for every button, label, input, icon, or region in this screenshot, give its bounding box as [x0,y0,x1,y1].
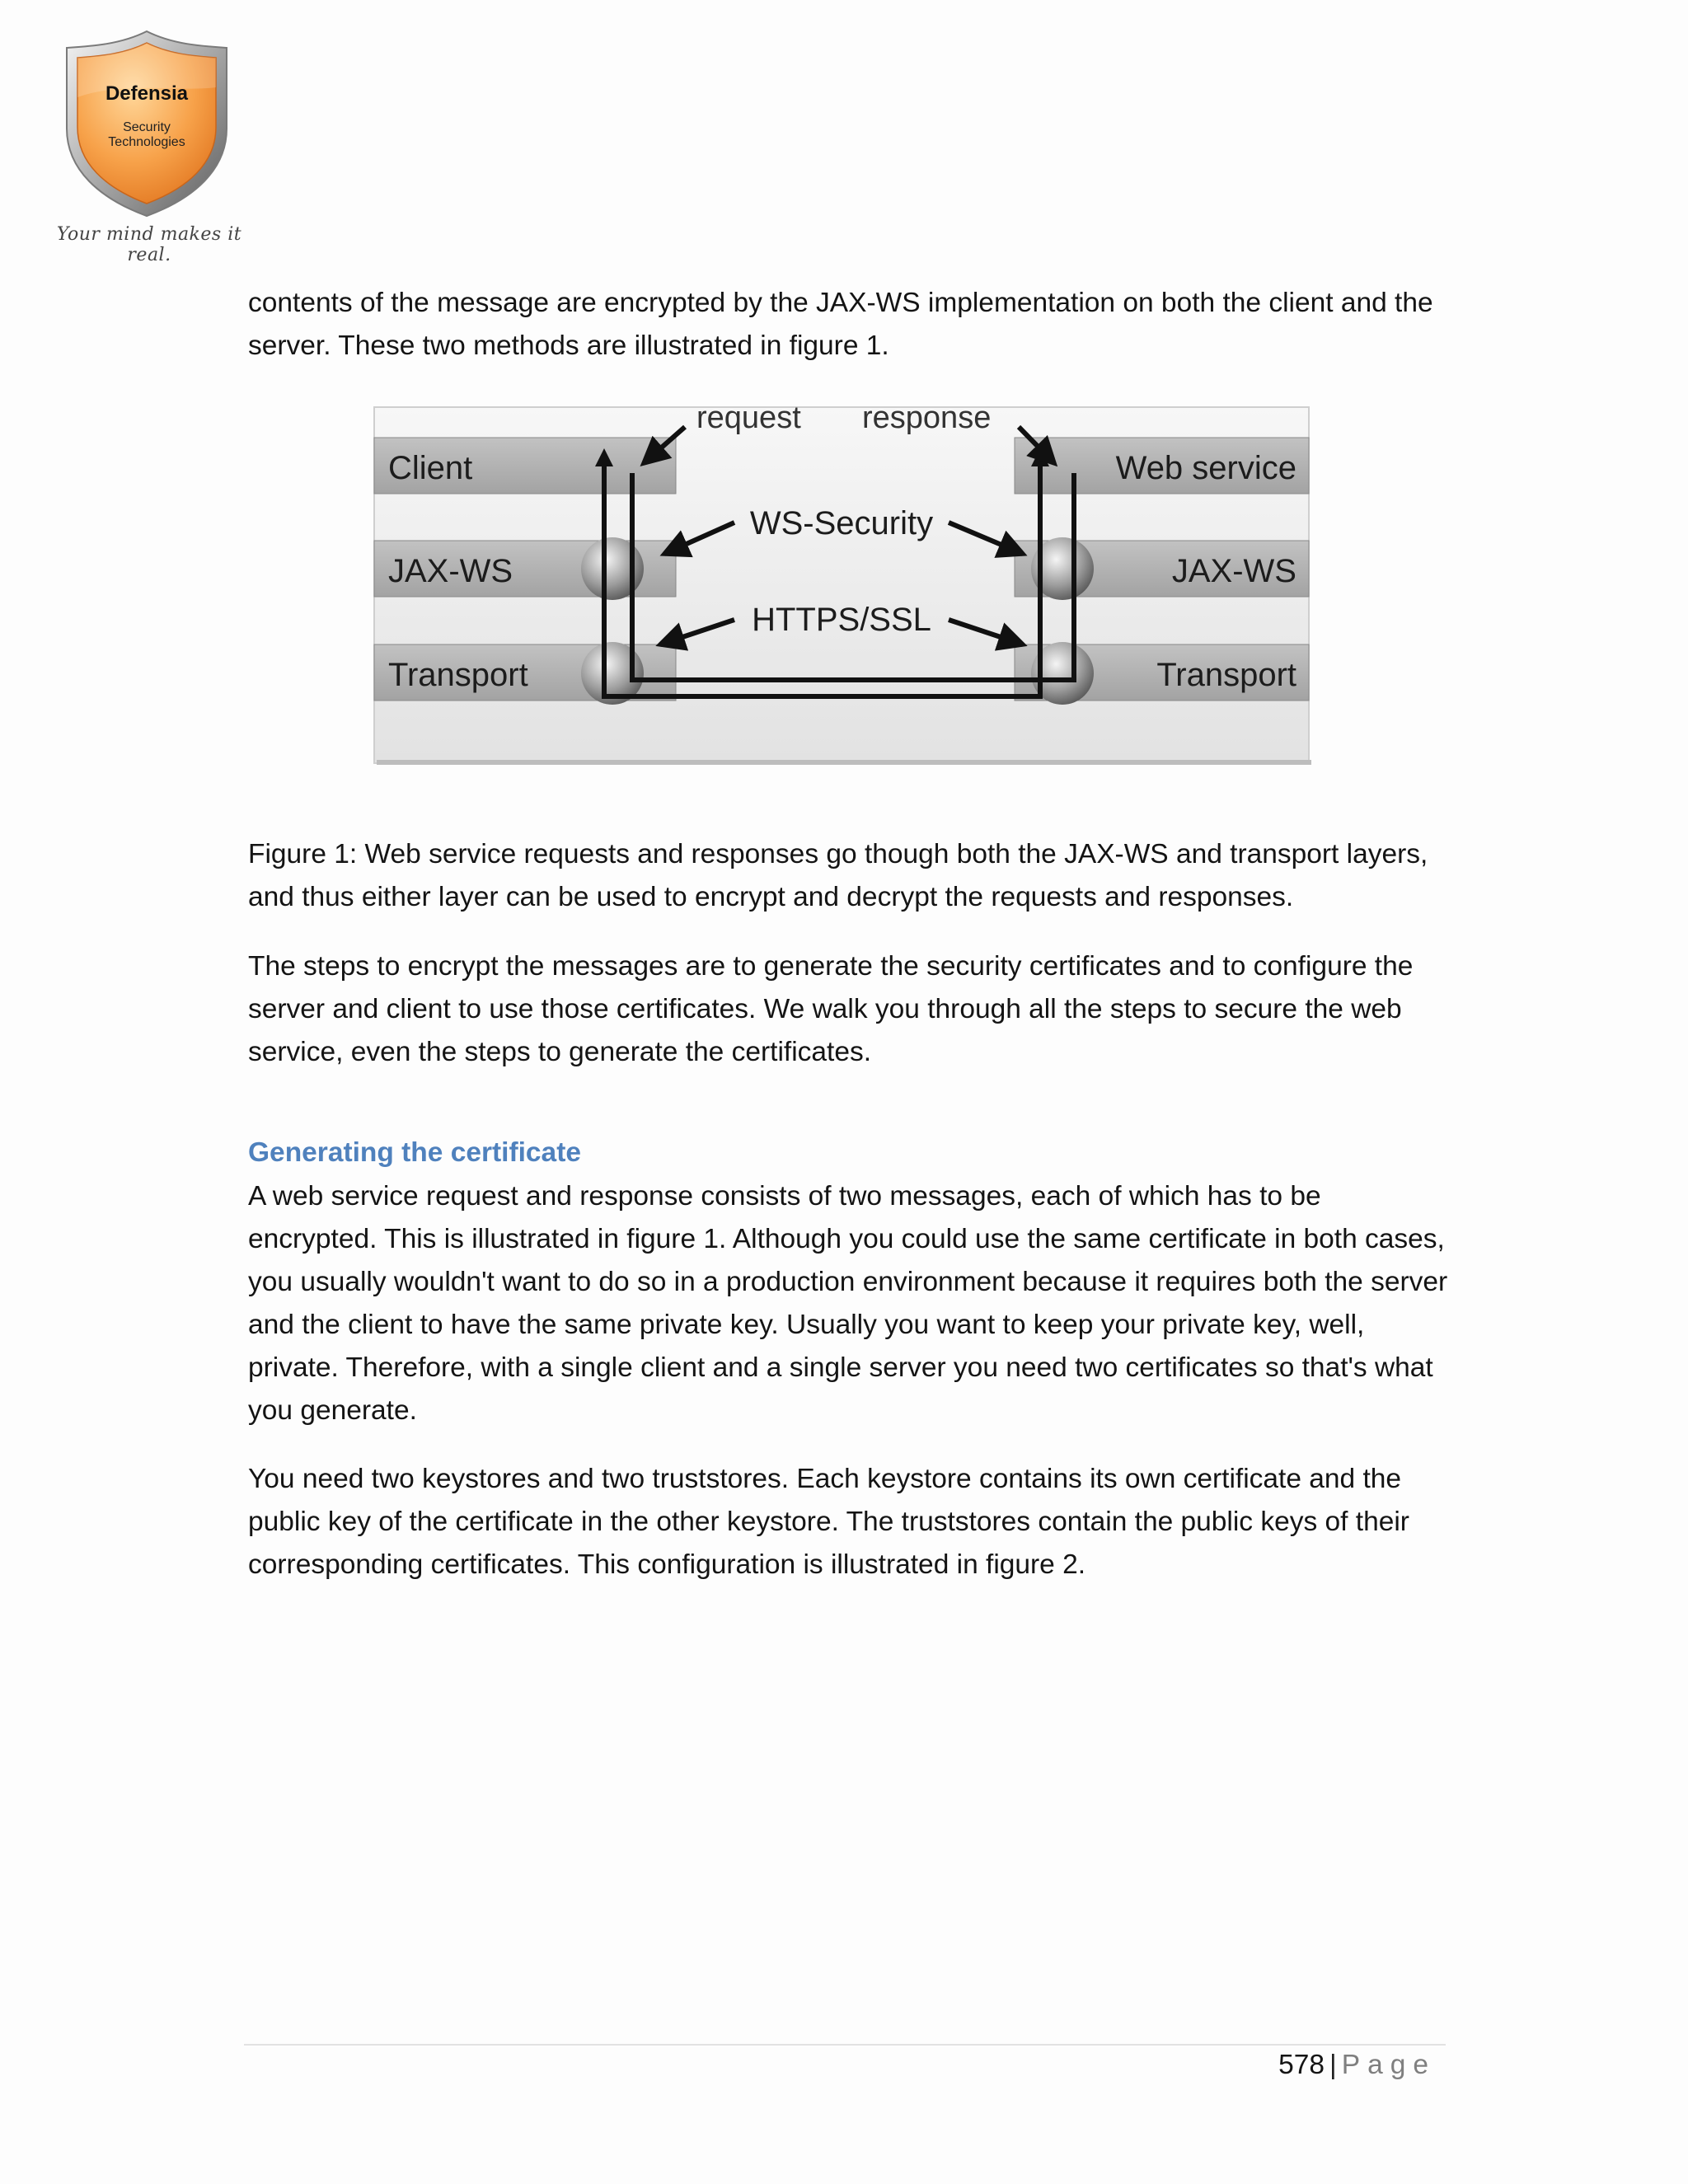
page-footer [1154,2044,1436,2087]
left-transport-label: Transport [388,657,528,693]
logo-subtitle-line1: Security [123,120,171,134]
intro-paragraph: contents of the message are encrypted by the JAX-WS implementation on both the client and the server. These two methods are illustrated in figure 1. [248,288,1433,361]
web-service-label: Web service [1115,450,1296,486]
certificate-paragraph: A web service request and response consists of two messages, each of which has to be encrypted. This is illustrated in figure 1. Although you could use the same certificate in both cases, you usually wouldn't want to do so in a production environment because it requires both the server and the client to have the same private key. Usually you want to keep your private key, well, private. Therefore, with a single client and a single server you need two certificates so that's what you generate. [248,1181,1448,1426]
ws-security-label: WS-Security [749,505,934,541]
footer-separator: | [1329,2050,1337,2080]
section-heading: Generating the certificate [248,1137,581,1168]
client-label: Client [388,450,473,486]
figure-1-diagram [372,397,1311,768]
keystore-paragraph: You need two keystores and two truststores. Each keystore contains its own certificate and the public key of the certificate in the other keystore. The truststores contain the public keys of their corresponding certificates. This configuration is illustrated in figure 2. [248,1464,1409,1580]
logo-subtitle-line2: Technologies [108,135,185,149]
request-label: request [696,401,801,435]
right-jaxws-label: JAX-WS [1171,553,1296,589]
logo-name: Defensia [105,82,189,105]
https-ssl-label: HTTPS/SSL [752,602,931,638]
page-word: Page [1341,2050,1436,2080]
logo-subtitle [58,120,236,150]
response-label: response [862,401,992,435]
steps-paragraph: The steps to encrypt the messages are to generate the security certificates and to configure the server and client to use those certificates. We walk you through all the steps to secure the web service, even the steps to generate the certificates. [248,951,1414,1067]
left-jaxws-label: JAX-WS [388,553,513,589]
figure-shadow [377,760,1311,765]
figure-caption: Figure 1: Web service requests and responses go though both the JAX-WS and transport layers, and thus either layer can be used to encrypt and decrypt the requests and responses. [248,839,1428,912]
right-transport-label: Transport [1156,657,1296,693]
logo-tagline: Your mind makes it real. [56,224,242,265]
page-number: 578 [1278,2050,1325,2080]
company-logo [56,30,242,265]
